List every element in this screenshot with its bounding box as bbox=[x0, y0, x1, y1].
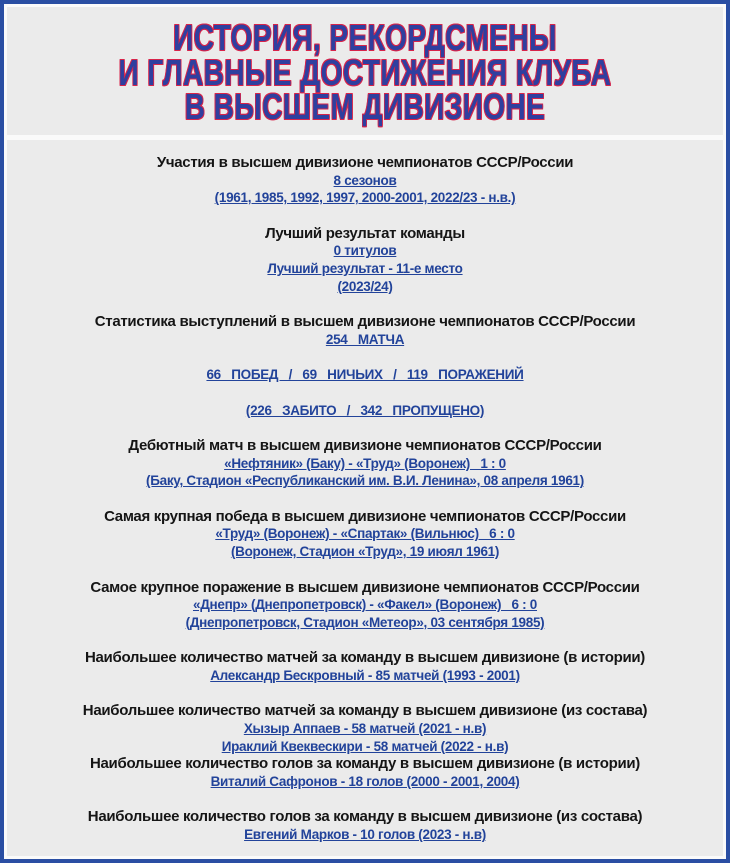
section-heading: Участия в высшем дивизионе чемпионатов СССР/России bbox=[156, 154, 574, 171]
player-link[interactable]: Хызыр Аппаев - 58 матчей (2021 - н.в) bbox=[243, 721, 487, 736]
content-panel bbox=[7, 140, 723, 856]
section-heading: Наибольшее количество голов за команду в высшем дивизионе (в истории) bbox=[89, 755, 640, 773]
page-frame bbox=[4, 4, 726, 859]
section-heading: Самая крупная победа в высшем дивизионе чемпионатов СССР/России bbox=[104, 507, 626, 525]
title-panel bbox=[7, 7, 723, 135]
page-title-line-3: В ВЫСШЕМ ДИВИЗИОНЕ bbox=[184, 86, 546, 127]
player-link[interactable]: Ираклий Квеквескири - 58 матчей (2022 - н.в) bbox=[221, 738, 509, 754]
biggest-loss-venue-link[interactable]: (Днепропетровск, Стадион «Метеор», 03 сентября 1985) bbox=[185, 614, 545, 630]
seasons-years-link[interactable]: (1961, 1985, 1992, 1997, 2000-2001, 2022/23 - н.в.) bbox=[214, 190, 516, 206]
player-link[interactable]: Евгений Марков - 10 голов (2023 - н.в) bbox=[244, 827, 486, 843]
biggest-win-venue-link[interactable]: (Воронеж, Стадион «Труд», 19 июял 1961) bbox=[230, 544, 500, 560]
player-link[interactable]: Александр Бескровный - 85 матчей (1993 - 2001) bbox=[210, 667, 520, 683]
titles-link[interactable]: 0 титулов bbox=[333, 243, 397, 259]
best-result-link[interactable]: Лучший результат - 11-е место bbox=[267, 261, 463, 277]
section-heading: Дебютный матч в высшем дивизионе чемпионатов СССР/России bbox=[128, 437, 602, 454]
debut-match-venue-link[interactable]: (Баку, Стадион «Республиканский им. В.И. Ленина», 08 апреля 1961) bbox=[146, 473, 584, 489]
page-title-line-2: И ГЛАВНЫЕ ДОСТИЖЕНИЯ КЛУБА bbox=[118, 52, 612, 93]
goals-link[interactable]: (226 ЗАБИТО / 342 ПРОПУЩЕНО) bbox=[245, 402, 485, 418]
matches-link[interactable]: 254 МАТЧА bbox=[325, 331, 405, 347]
page-title-line-1: ИСТОРИЯ, РЕКОРДСМЕНЫ bbox=[173, 17, 557, 58]
seasons-link[interactable]: 8 сезонов bbox=[333, 172, 397, 188]
biggest-win-link[interactable]: «Труд» (Воронеж) - «Спартак» (Вильнюс) 6 : 0 bbox=[215, 526, 515, 542]
section-heading: Лучший результат команды bbox=[265, 224, 465, 242]
section-heading: Наибольшее количество матчей за команду в высшем дивизионе (в истории) bbox=[84, 649, 645, 667]
player-link[interactable]: Виталий Сафронов - 18 голов (2000 - 2001, 2004) bbox=[210, 774, 520, 790]
section-heading: Самое крупное поражение в высшем дивизионе чемпионатов СССР/России bbox=[90, 578, 640, 596]
debut-match-link[interactable]: «Нефтяник» (Баку) - «Труд» (Воронеж) 1 : 0 bbox=[224, 455, 506, 471]
biggest-loss-link[interactable]: «Днепр» (Днепропетровск) - «Факел» (Воронеж) 6 : 0 bbox=[192, 597, 538, 613]
best-result-season-link[interactable]: (2023/24) bbox=[337, 278, 393, 294]
results-link[interactable]: 66 ПОБЕД / 69 НИЧЬИХ / 119 ПОРАЖЕНИЙ bbox=[206, 367, 524, 383]
section-heading: Статистика выступлений в высшем дивизионе чемпионатов СССР/России bbox=[94, 313, 636, 331]
section-heading: Наибольшее количество матчей за команду в высшем дивизионе (из состава) bbox=[82, 702, 648, 720]
section-heading: Наибольшее количество голов за команду в высшем дивизионе (из состава) bbox=[87, 808, 643, 826]
